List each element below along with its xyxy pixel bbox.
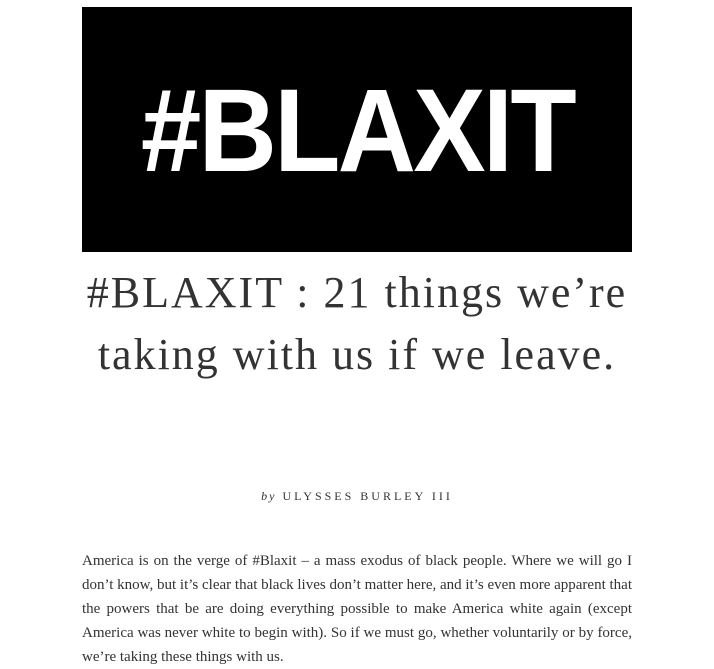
hero-image-text: #BLAXIT bbox=[140, 64, 574, 197]
byline-prefix: by bbox=[261, 489, 277, 503]
author-link[interactable]: ULYSSES BURLEY III bbox=[282, 489, 453, 503]
article-body: America is on the verge of #Blaxit – a mass exodus of black people. Where we will go I don’t know, but it’s clear that black lives don’t matter here, and it’s even more apparent that the powers that be are doing everything possible to make America white again (except America was never white to begin with). So if we must go, whether voluntarily or by force, we’re taking these things with us. bbox=[82, 553, 632, 665]
hero-image bbox=[82, 7, 632, 252]
article-title: #BLAXIT : 21 things we’re taking with us if we leave. bbox=[86, 268, 628, 379]
byline bbox=[82, 489, 632, 504]
